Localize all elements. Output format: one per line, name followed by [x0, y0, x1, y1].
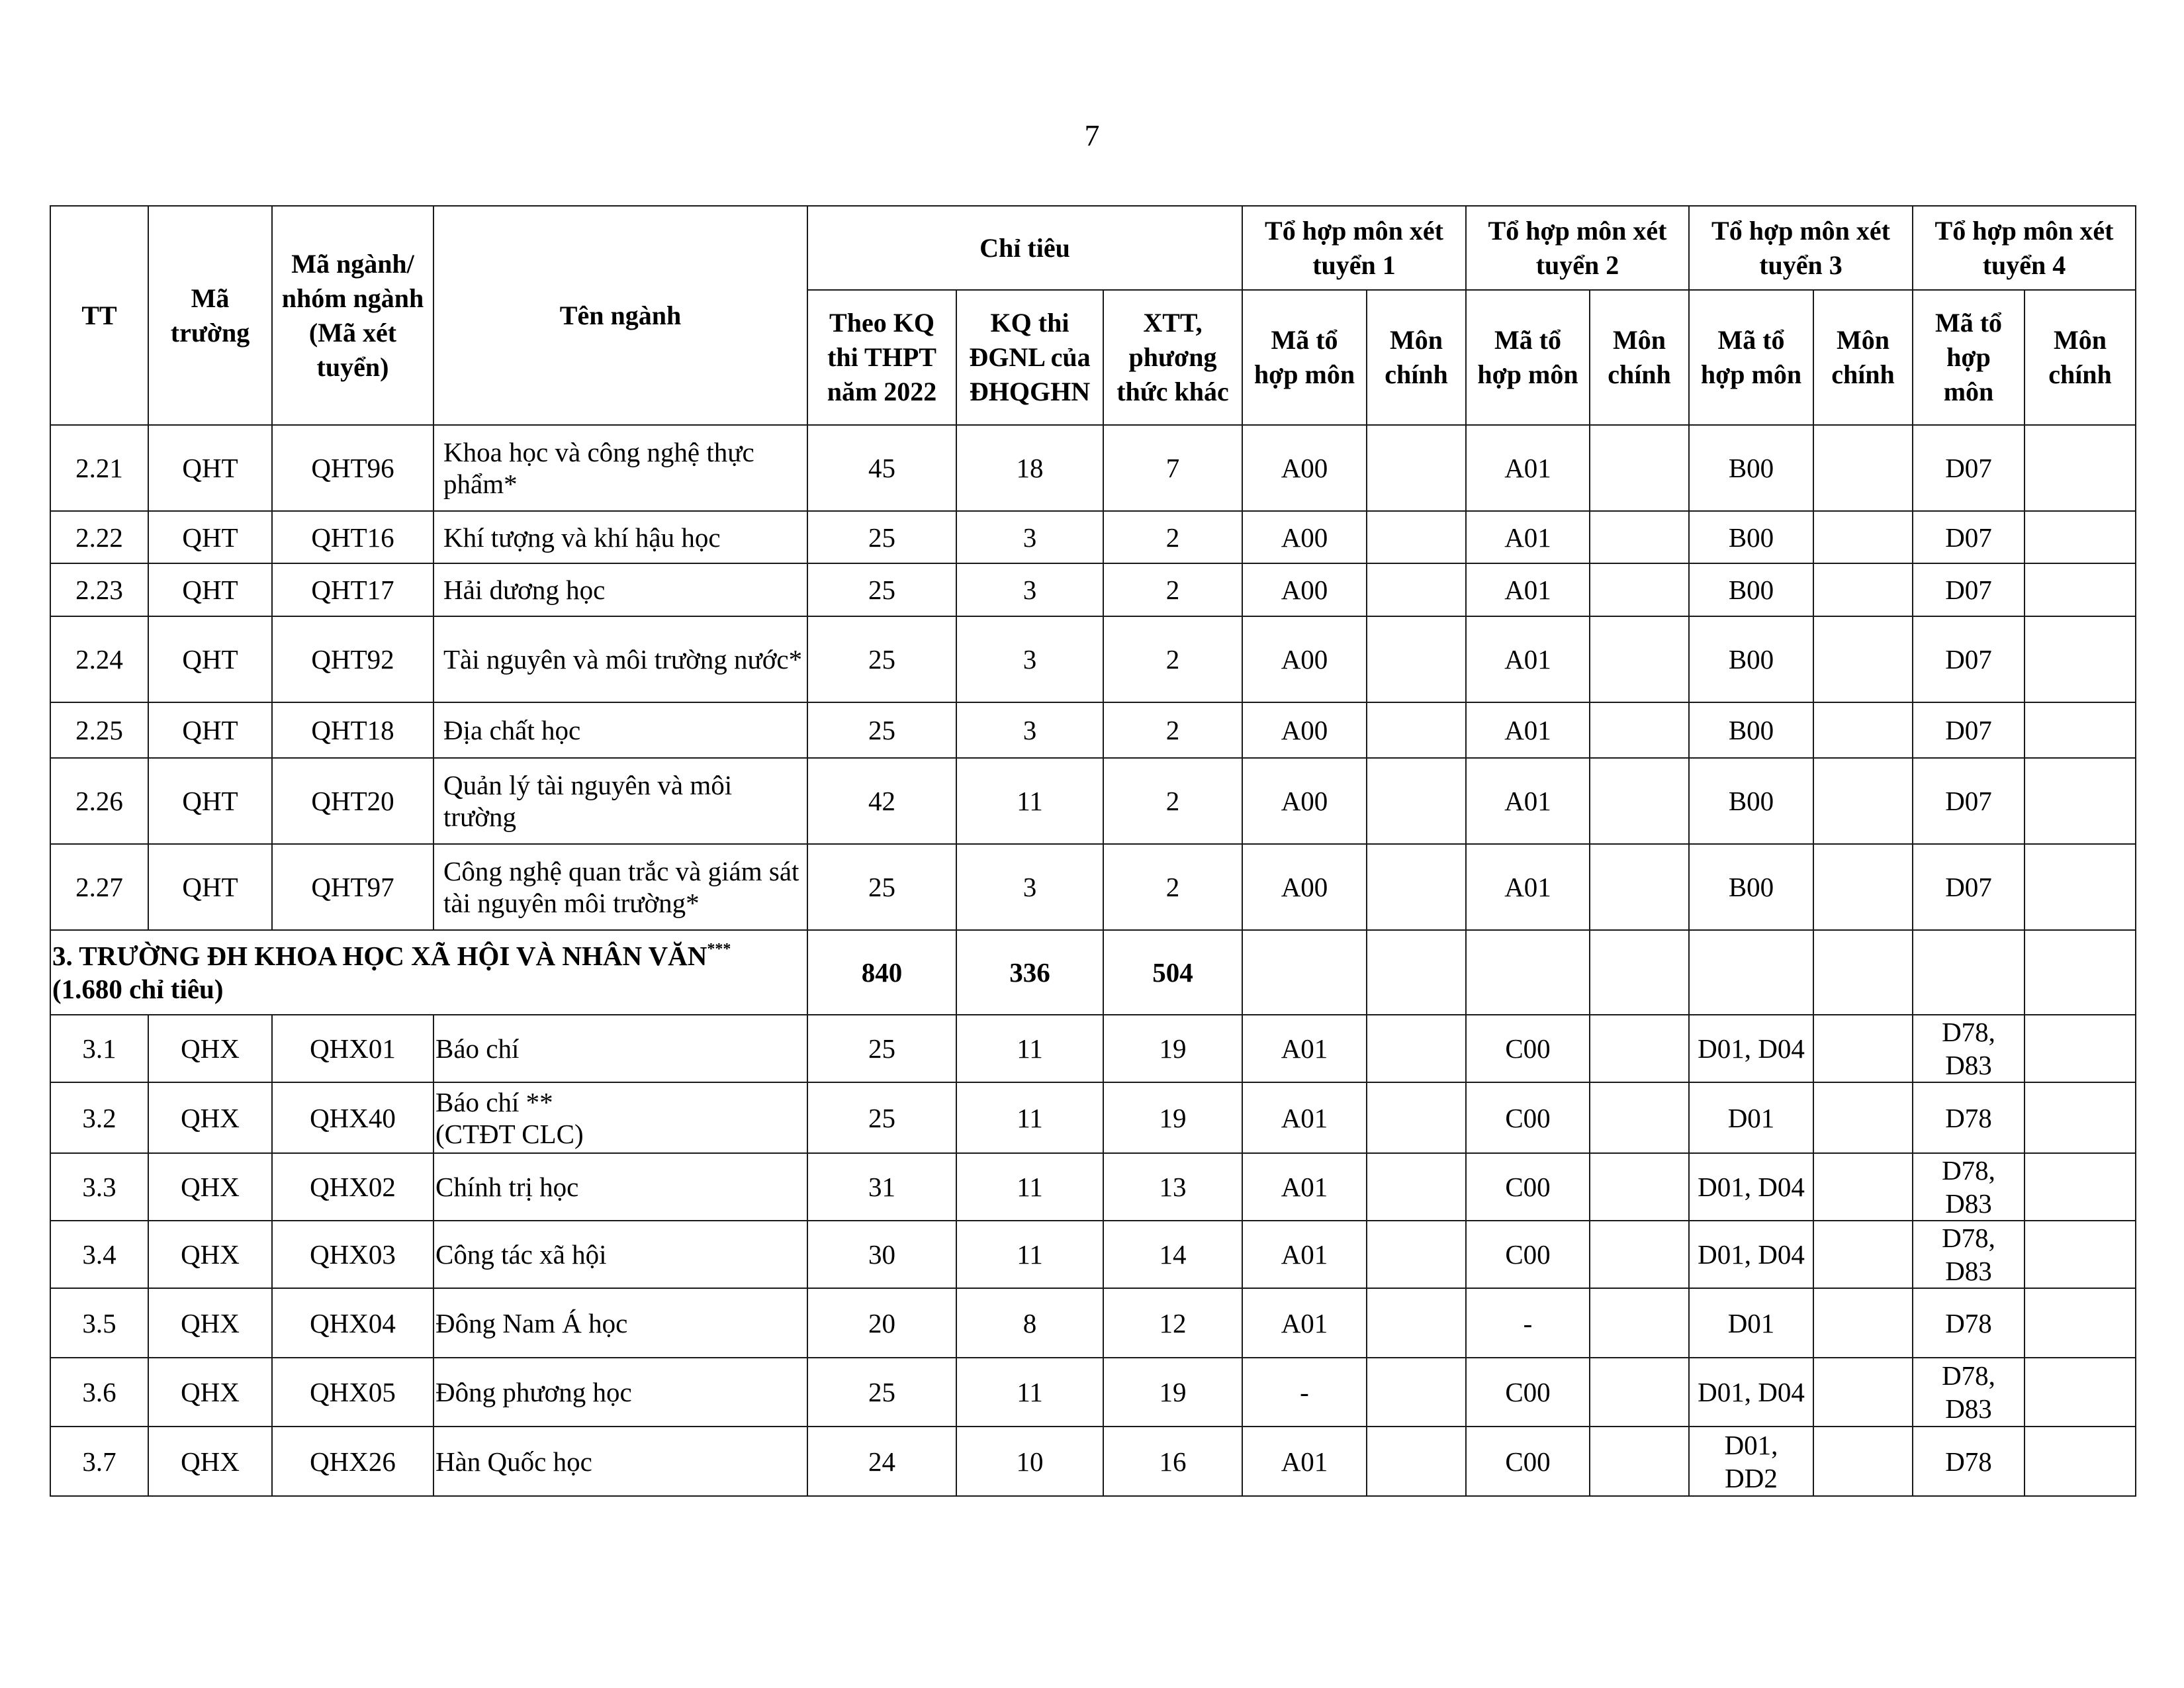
- header-to-hop-4: Tổ hợp môn xét tuyển 4: [1913, 206, 2136, 290]
- row-mon-chinh-4: [2025, 425, 2136, 511]
- header-ma-to-hop-1: Mã tổ hợp môn: [1242, 290, 1367, 425]
- row-chi-tieu-khac: 2: [1103, 511, 1242, 563]
- row-tt: 3.2: [50, 1082, 148, 1153]
- row-mon-chinh-1: [1367, 616, 1466, 702]
- row-ma-nganh: QHT96: [272, 425, 433, 511]
- row-to-hop-2: A01: [1466, 425, 1590, 511]
- row-ten-nganh: [433, 1358, 807, 1427]
- row-mon-chinh-1: [1367, 425, 1466, 511]
- row-tt: 2.21: [50, 425, 148, 511]
- table-row: [50, 1153, 2136, 1221]
- header-theo-kq-thpt: Theo KQ thi THPT năm 2022: [807, 290, 956, 425]
- row-chi-tieu-dgnl: 11: [956, 758, 1103, 844]
- row-mon-chinh-3: [1813, 1358, 1913, 1427]
- row-to-hop-4: D78, D83: [1913, 1358, 2025, 1427]
- row-ma-truong: QHT: [148, 758, 272, 844]
- row-tt: 3.1: [50, 1015, 148, 1082]
- row-ma-nganh: QHX02: [272, 1153, 433, 1221]
- section-subtitle: (1.680 chỉ tiêu): [52, 974, 224, 1004]
- row-mon-chinh-2: [1590, 1015, 1689, 1082]
- row-mon-chinh-3: [1813, 1153, 1913, 1221]
- row-to-hop-2: C00: [1466, 1221, 1590, 1288]
- row-mon-chinh-3: [1813, 1015, 1913, 1082]
- row-ma-nganh: QHT97: [272, 844, 433, 930]
- row-to-hop-1: A00: [1242, 844, 1367, 930]
- row-ten-nganh: [433, 1221, 807, 1288]
- row-chi-tieu-dgnl: 10: [956, 1427, 1103, 1496]
- row-mon-chinh-4: [2025, 563, 2136, 616]
- row-chi-tieu-thpt: 25: [807, 511, 956, 563]
- row-mon-chinh-2: [1590, 511, 1689, 563]
- ten-nganh-text: Quản lý tài nguyên và môi trường: [443, 770, 733, 832]
- row-to-hop-3: D01, D04: [1689, 1221, 1813, 1288]
- row-ma-truong: QHX: [148, 1427, 272, 1496]
- row-mon-chinh-4: [2025, 1288, 2136, 1358]
- row-chi-tieu-thpt: 45: [807, 425, 956, 511]
- row-ma-nganh: QHX05: [272, 1358, 433, 1427]
- header-chi-tieu: Chỉ tiêu: [807, 206, 1242, 290]
- row-chi-tieu-thpt: 25: [807, 702, 956, 758]
- ten-nganh-text: Đông phương học: [435, 1377, 632, 1407]
- row-mon-chinh-1: [1367, 1358, 1466, 1427]
- row-ma-nganh: QHT18: [272, 702, 433, 758]
- row-chi-tieu-thpt: 31: [807, 1153, 956, 1221]
- row-mon-chinh-3: [1813, 844, 1913, 930]
- row-ten-nganh: [433, 511, 807, 563]
- row-to-hop-3: B00: [1689, 758, 1813, 844]
- row-chi-tieu-khac: 12: [1103, 1288, 1242, 1358]
- header-row-1: [50, 206, 2136, 290]
- table-row: [50, 1427, 2136, 1496]
- header-to-hop-3: Tổ hợp môn xét tuyển 3: [1689, 206, 1913, 290]
- ten-nganh-text: Báo chí **: [435, 1086, 553, 1117]
- row-to-hop-2: C00: [1466, 1153, 1590, 1221]
- row-tt: 3.5: [50, 1288, 148, 1358]
- row-ten-nganh: [433, 844, 807, 930]
- section-thpt: 840: [807, 930, 956, 1015]
- row-tt: 2.24: [50, 616, 148, 702]
- row-to-hop-2: C00: [1466, 1015, 1590, 1082]
- row-tt: 2.26: [50, 758, 148, 844]
- row-chi-tieu-dgnl: 11: [956, 1221, 1103, 1288]
- row-mon-chinh-4: [2025, 616, 2136, 702]
- row-ma-nganh: QHX01: [272, 1015, 433, 1082]
- row-ma-truong: QHT: [148, 844, 272, 930]
- row-to-hop-4: D07: [1913, 616, 2025, 702]
- row-to-hop-1: -: [1242, 1358, 1367, 1427]
- row-ten-nganh: [433, 1015, 807, 1082]
- row-to-hop-4: D78, D83: [1913, 1153, 2025, 1221]
- row-to-hop-3: D01, DD2: [1689, 1427, 1813, 1496]
- empty-cell: [1813, 930, 1913, 1015]
- row-tt: 3.4: [50, 1221, 148, 1288]
- row-to-hop-3: B00: [1689, 844, 1813, 930]
- row-to-hop-1: A01: [1242, 1221, 1367, 1288]
- row-to-hop-3: D01: [1689, 1082, 1813, 1153]
- row-mon-chinh-1: [1367, 1153, 1466, 1221]
- ten-nganh-text: Chính trị học: [435, 1172, 579, 1202]
- row-tt: 3.7: [50, 1427, 148, 1496]
- header-ma-nganh: Mã ngành/ nhóm ngành (Mã xét tuyển): [272, 206, 433, 425]
- row-chi-tieu-khac: 2: [1103, 616, 1242, 702]
- row-ma-truong: QHT: [148, 425, 272, 511]
- row-chi-tieu-dgnl: 3: [956, 511, 1103, 563]
- row-chi-tieu-thpt: 25: [807, 616, 956, 702]
- row-ten-nganh: [433, 616, 807, 702]
- section-header-row: [50, 930, 2136, 1015]
- row-chi-tieu-thpt: 25: [807, 844, 956, 930]
- row-chi-tieu-khac: 2: [1103, 844, 1242, 930]
- ten-nganh-text: Tài nguyên và môi trường nước*: [443, 644, 803, 675]
- row-to-hop-3: D01, D04: [1689, 1358, 1813, 1427]
- row-chi-tieu-thpt: 20: [807, 1288, 956, 1358]
- row-chi-tieu-dgnl: 11: [956, 1015, 1103, 1082]
- row-mon-chinh-3: [1813, 1288, 1913, 1358]
- row-to-hop-4: D07: [1913, 844, 2025, 930]
- row-mon-chinh-2: [1590, 1153, 1689, 1221]
- row-mon-chinh-2: [1590, 1288, 1689, 1358]
- row-ma-nganh: QHT16: [272, 511, 433, 563]
- row-mon-chinh-3: [1813, 702, 1913, 758]
- row-chi-tieu-dgnl: 11: [956, 1082, 1103, 1153]
- empty-cell: [1242, 930, 1367, 1015]
- row-to-hop-3: B00: [1689, 702, 1813, 758]
- row-to-hop-2: C00: [1466, 1358, 1590, 1427]
- ten-nganh-text: Công nghệ quan trắc và giám sát tài nguyên môi trường*: [443, 856, 799, 918]
- row-to-hop-3: B00: [1689, 616, 1813, 702]
- row-to-hop-4: D07: [1913, 425, 2025, 511]
- row-to-hop-3: D01: [1689, 1288, 1813, 1358]
- row-to-hop-4: D78, D83: [1913, 1015, 2025, 1082]
- ten-nganh-text: Công tác xã hội: [435, 1239, 607, 1270]
- row-mon-chinh-2: [1590, 425, 1689, 511]
- row-to-hop-2: A01: [1466, 511, 1590, 563]
- row-mon-chinh-1: [1367, 1288, 1466, 1358]
- table-row: [50, 511, 2136, 563]
- row-ma-nganh: QHX04: [272, 1288, 433, 1358]
- row-to-hop-1: A00: [1242, 758, 1367, 844]
- row-to-hop-3: B00: [1689, 425, 1813, 511]
- row-mon-chinh-4: [2025, 1015, 2136, 1082]
- section-title: [50, 930, 807, 1015]
- header-to-hop-1: Tổ hợp môn xét tuyển 1: [1242, 206, 1466, 290]
- row-chi-tieu-khac: 13: [1103, 1153, 1242, 1221]
- ten-nganh-text: Báo chí: [435, 1033, 520, 1064]
- row-to-hop-4: D78: [1913, 1288, 2025, 1358]
- table-row: [50, 616, 2136, 702]
- row-to-hop-1: A01: [1242, 1082, 1367, 1153]
- row-chi-tieu-dgnl: 3: [956, 844, 1103, 930]
- row-ma-truong: QHX: [148, 1082, 272, 1153]
- row-chi-tieu-khac: 2: [1103, 758, 1242, 844]
- row-mon-chinh-2: [1590, 1358, 1689, 1427]
- row-chi-tieu-khac: 2: [1103, 563, 1242, 616]
- row-ma-truong: QHT: [148, 563, 272, 616]
- row-ma-nganh: QHX26: [272, 1427, 433, 1496]
- row-mon-chinh-1: [1367, 1082, 1466, 1153]
- header-to-hop-2: Tổ hợp môn xét tuyển 2: [1466, 206, 1689, 290]
- row-ma-nganh: QHT17: [272, 563, 433, 616]
- row-mon-chinh-1: [1367, 511, 1466, 563]
- header-ten-nganh: Tên ngành: [433, 206, 807, 425]
- header-mon-chinh-4: Môn chính: [2025, 290, 2136, 425]
- header-mon-chinh-1: Môn chính: [1367, 290, 1466, 425]
- row-chi-tieu-dgnl: 3: [956, 616, 1103, 702]
- qht-rows: [50, 425, 2136, 930]
- row-mon-chinh-3: [1813, 616, 1913, 702]
- row-ma-nganh: QHT92: [272, 616, 433, 702]
- qhx-rows: [50, 1015, 2136, 1496]
- row-to-hop-1: A01: [1242, 1153, 1367, 1221]
- row-mon-chinh-2: [1590, 844, 1689, 930]
- row-ten-nganh: [433, 1288, 807, 1358]
- row-ten-nganh: [433, 425, 807, 511]
- empty-cell: [2025, 930, 2136, 1015]
- row-mon-chinh-4: [2025, 844, 2136, 930]
- section-dgnl: 336: [956, 930, 1103, 1015]
- header-ma-to-hop-3: Mã tổ hợp môn: [1689, 290, 1813, 425]
- row-ten-nganh: [433, 1153, 807, 1221]
- row-mon-chinh-1: [1367, 1427, 1466, 1496]
- table-row: [50, 1288, 2136, 1358]
- row-tt: 2.25: [50, 702, 148, 758]
- header-xtt-khac: XTT, phương thức khác: [1103, 290, 1242, 425]
- header-tt: TT: [50, 206, 148, 425]
- row-chi-tieu-dgnl: 8: [956, 1288, 1103, 1358]
- row-ma-truong: QHT: [148, 511, 272, 563]
- header-ma-to-hop-4: Mã tổ hợp môn: [1913, 290, 2025, 425]
- row-ten-nganh: [433, 1082, 807, 1153]
- row-to-hop-4: D07: [1913, 511, 2025, 563]
- row-tt: 3.3: [50, 1153, 148, 1221]
- header-mon-chinh-2: Môn chính: [1590, 290, 1689, 425]
- row-ma-nganh: QHT20: [272, 758, 433, 844]
- admission-quota-table: [50, 205, 2136, 1497]
- row-mon-chinh-4: [2025, 758, 2136, 844]
- table-row: [50, 844, 2136, 930]
- row-to-hop-2: A01: [1466, 702, 1590, 758]
- row-to-hop-2: C00: [1466, 1427, 1590, 1496]
- row-mon-chinh-2: [1590, 1221, 1689, 1288]
- row-ten-nganh: [433, 702, 807, 758]
- header-mon-chinh-3: Môn chính: [1813, 290, 1913, 425]
- row-to-hop-4: D78: [1913, 1427, 2025, 1496]
- empty-cell: [1466, 930, 1590, 1015]
- row-to-hop-1: A00: [1242, 616, 1367, 702]
- row-ma-nganh: QHX03: [272, 1221, 433, 1288]
- row-mon-chinh-1: [1367, 758, 1466, 844]
- row-mon-chinh-3: [1813, 511, 1913, 563]
- row-to-hop-2: A01: [1466, 563, 1590, 616]
- table-row: [50, 702, 2136, 758]
- row-to-hop-3: B00: [1689, 563, 1813, 616]
- row-ma-truong: QHX: [148, 1015, 272, 1082]
- row-ma-truong: QHT: [148, 702, 272, 758]
- row-chi-tieu-thpt: 42: [807, 758, 956, 844]
- section-title-text: 3. TRƯỜNG ĐH KHOA HỌC XÃ HỘI VÀ NHÂN VĂN: [52, 941, 707, 971]
- row-mon-chinh-4: [2025, 1153, 2136, 1221]
- ten-nganh-text: Đông Nam Á học: [435, 1307, 628, 1338]
- row-to-hop-1: A01: [1242, 1015, 1367, 1082]
- row-mon-chinh-4: [2025, 1082, 2136, 1153]
- row-chi-tieu-thpt: 25: [807, 1082, 956, 1153]
- row-to-hop-1: A01: [1242, 1288, 1367, 1358]
- row-mon-chinh-3: [1813, 425, 1913, 511]
- row-mon-chinh-4: [2025, 1358, 2136, 1427]
- empty-cell: [1590, 930, 1689, 1015]
- row-to-hop-4: D07: [1913, 563, 2025, 616]
- row-to-hop-4: D78, D83: [1913, 1221, 2025, 1288]
- table-row: [50, 425, 2136, 511]
- row-chi-tieu-khac: 19: [1103, 1082, 1242, 1153]
- row-chi-tieu-thpt: 25: [807, 1358, 956, 1427]
- ten-nganh-note: (CTĐT CLC): [435, 1118, 584, 1149]
- row-mon-chinh-3: [1813, 1221, 1913, 1288]
- row-ma-truong: QHT: [148, 616, 272, 702]
- row-ten-nganh: [433, 758, 807, 844]
- row-chi-tieu-khac: 7: [1103, 425, 1242, 511]
- header-kq-dgnl: KQ thi ĐGNL của ĐHQGHN: [956, 290, 1103, 425]
- row-to-hop-4: D07: [1913, 758, 2025, 844]
- row-chi-tieu-thpt: 24: [807, 1427, 956, 1496]
- row-chi-tieu-thpt: 30: [807, 1221, 956, 1288]
- row-mon-chinh-1: [1367, 1015, 1466, 1082]
- row-mon-chinh-1: [1367, 1221, 1466, 1288]
- row-mon-chinh-3: [1813, 1427, 1913, 1496]
- ten-nganh-text: Hàn Quốc học: [435, 1446, 592, 1477]
- row-ma-truong: QHX: [148, 1358, 272, 1427]
- row-to-hop-1: A01: [1242, 1427, 1367, 1496]
- row-mon-chinh-2: [1590, 563, 1689, 616]
- ten-nganh-text: Hải dương học: [443, 575, 606, 605]
- empty-cell: [1367, 930, 1466, 1015]
- row-to-hop-1: A00: [1242, 563, 1367, 616]
- row-chi-tieu-thpt: 25: [807, 563, 956, 616]
- row-mon-chinh-1: [1367, 702, 1466, 758]
- row-chi-tieu-khac: 19: [1103, 1358, 1242, 1427]
- ten-nganh-text: Khí tượng và khí hậu học: [443, 522, 721, 553]
- row-chi-tieu-khac: 2: [1103, 702, 1242, 758]
- row-tt: 3.6: [50, 1358, 148, 1427]
- row-mon-chinh-2: [1590, 1082, 1689, 1153]
- section-khac: 504: [1103, 930, 1242, 1015]
- row-to-hop-4: D07: [1913, 702, 2025, 758]
- page-number: 7: [1084, 118, 1100, 152]
- row-mon-chinh-4: [2025, 702, 2136, 758]
- row-tt: 2.23: [50, 563, 148, 616]
- row-mon-chinh-1: [1367, 844, 1466, 930]
- row-chi-tieu-khac: 14: [1103, 1221, 1242, 1288]
- row-chi-tieu-dgnl: 11: [956, 1153, 1103, 1221]
- row-chi-tieu-dgnl: 3: [956, 702, 1103, 758]
- row-chi-tieu-dgnl: 3: [956, 563, 1103, 616]
- empty-cell: [1689, 930, 1813, 1015]
- row-mon-chinh-2: [1590, 702, 1689, 758]
- table-row: [50, 1221, 2136, 1288]
- row-ten-nganh: [433, 1427, 807, 1496]
- row-tt: 2.27: [50, 844, 148, 930]
- row-ma-truong: QHX: [148, 1288, 272, 1358]
- row-tt: 2.22: [50, 511, 148, 563]
- row-ten-nganh: [433, 563, 807, 616]
- row-to-hop-2: A01: [1466, 758, 1590, 844]
- row-chi-tieu-dgnl: 11: [956, 1358, 1103, 1427]
- row-ma-truong: QHX: [148, 1221, 272, 1288]
- row-mon-chinh-2: [1590, 1427, 1689, 1496]
- row-mon-chinh-2: [1590, 616, 1689, 702]
- row-mon-chinh-3: [1813, 758, 1913, 844]
- row-ma-truong: QHX: [148, 1153, 272, 1221]
- row-chi-tieu-khac: 19: [1103, 1015, 1242, 1082]
- table-row: [50, 1358, 2136, 1427]
- table-row: [50, 1015, 2136, 1082]
- row-mon-chinh-1: [1367, 563, 1466, 616]
- row-to-hop-3: D01, D04: [1689, 1153, 1813, 1221]
- row-to-hop-3: B00: [1689, 511, 1813, 563]
- row-to-hop-3: D01, D04: [1689, 1015, 1813, 1082]
- row-mon-chinh-3: [1813, 563, 1913, 616]
- table-row: [50, 563, 2136, 616]
- header-ma-to-hop-2: Mã tổ hợp môn: [1466, 290, 1590, 425]
- row-mon-chinh-4: [2025, 511, 2136, 563]
- row-to-hop-2: -: [1466, 1288, 1590, 1358]
- row-mon-chinh-4: [2025, 1427, 2136, 1496]
- row-to-hop-1: A00: [1242, 425, 1367, 511]
- row-to-hop-2: A01: [1466, 844, 1590, 930]
- row-ma-nganh: QHX40: [272, 1082, 433, 1153]
- table-row: [50, 1082, 2136, 1153]
- section-title-sup: ***: [707, 941, 731, 958]
- row-to-hop-1: A00: [1242, 511, 1367, 563]
- table-row: [50, 758, 2136, 844]
- row-to-hop-2: C00: [1466, 1082, 1590, 1153]
- row-mon-chinh-2: [1590, 758, 1689, 844]
- section-3: [50, 930, 2136, 1015]
- row-chi-tieu-dgnl: 18: [956, 425, 1103, 511]
- ten-nganh-text: Khoa học và công nghệ thực phẩm*: [443, 437, 754, 499]
- ten-nganh-text: Địa chất học: [443, 715, 581, 745]
- row-chi-tieu-khac: 16: [1103, 1427, 1242, 1496]
- row-to-hop-2: A01: [1466, 616, 1590, 702]
- row-to-hop-4: D78: [1913, 1082, 2025, 1153]
- row-chi-tieu-thpt: 25: [807, 1015, 956, 1082]
- header-ma-truong: Mã trường: [148, 206, 272, 425]
- row-to-hop-1: A00: [1242, 702, 1367, 758]
- row-mon-chinh-4: [2025, 1221, 2136, 1288]
- empty-cell: [1913, 930, 2025, 1015]
- row-mon-chinh-3: [1813, 1082, 1913, 1153]
